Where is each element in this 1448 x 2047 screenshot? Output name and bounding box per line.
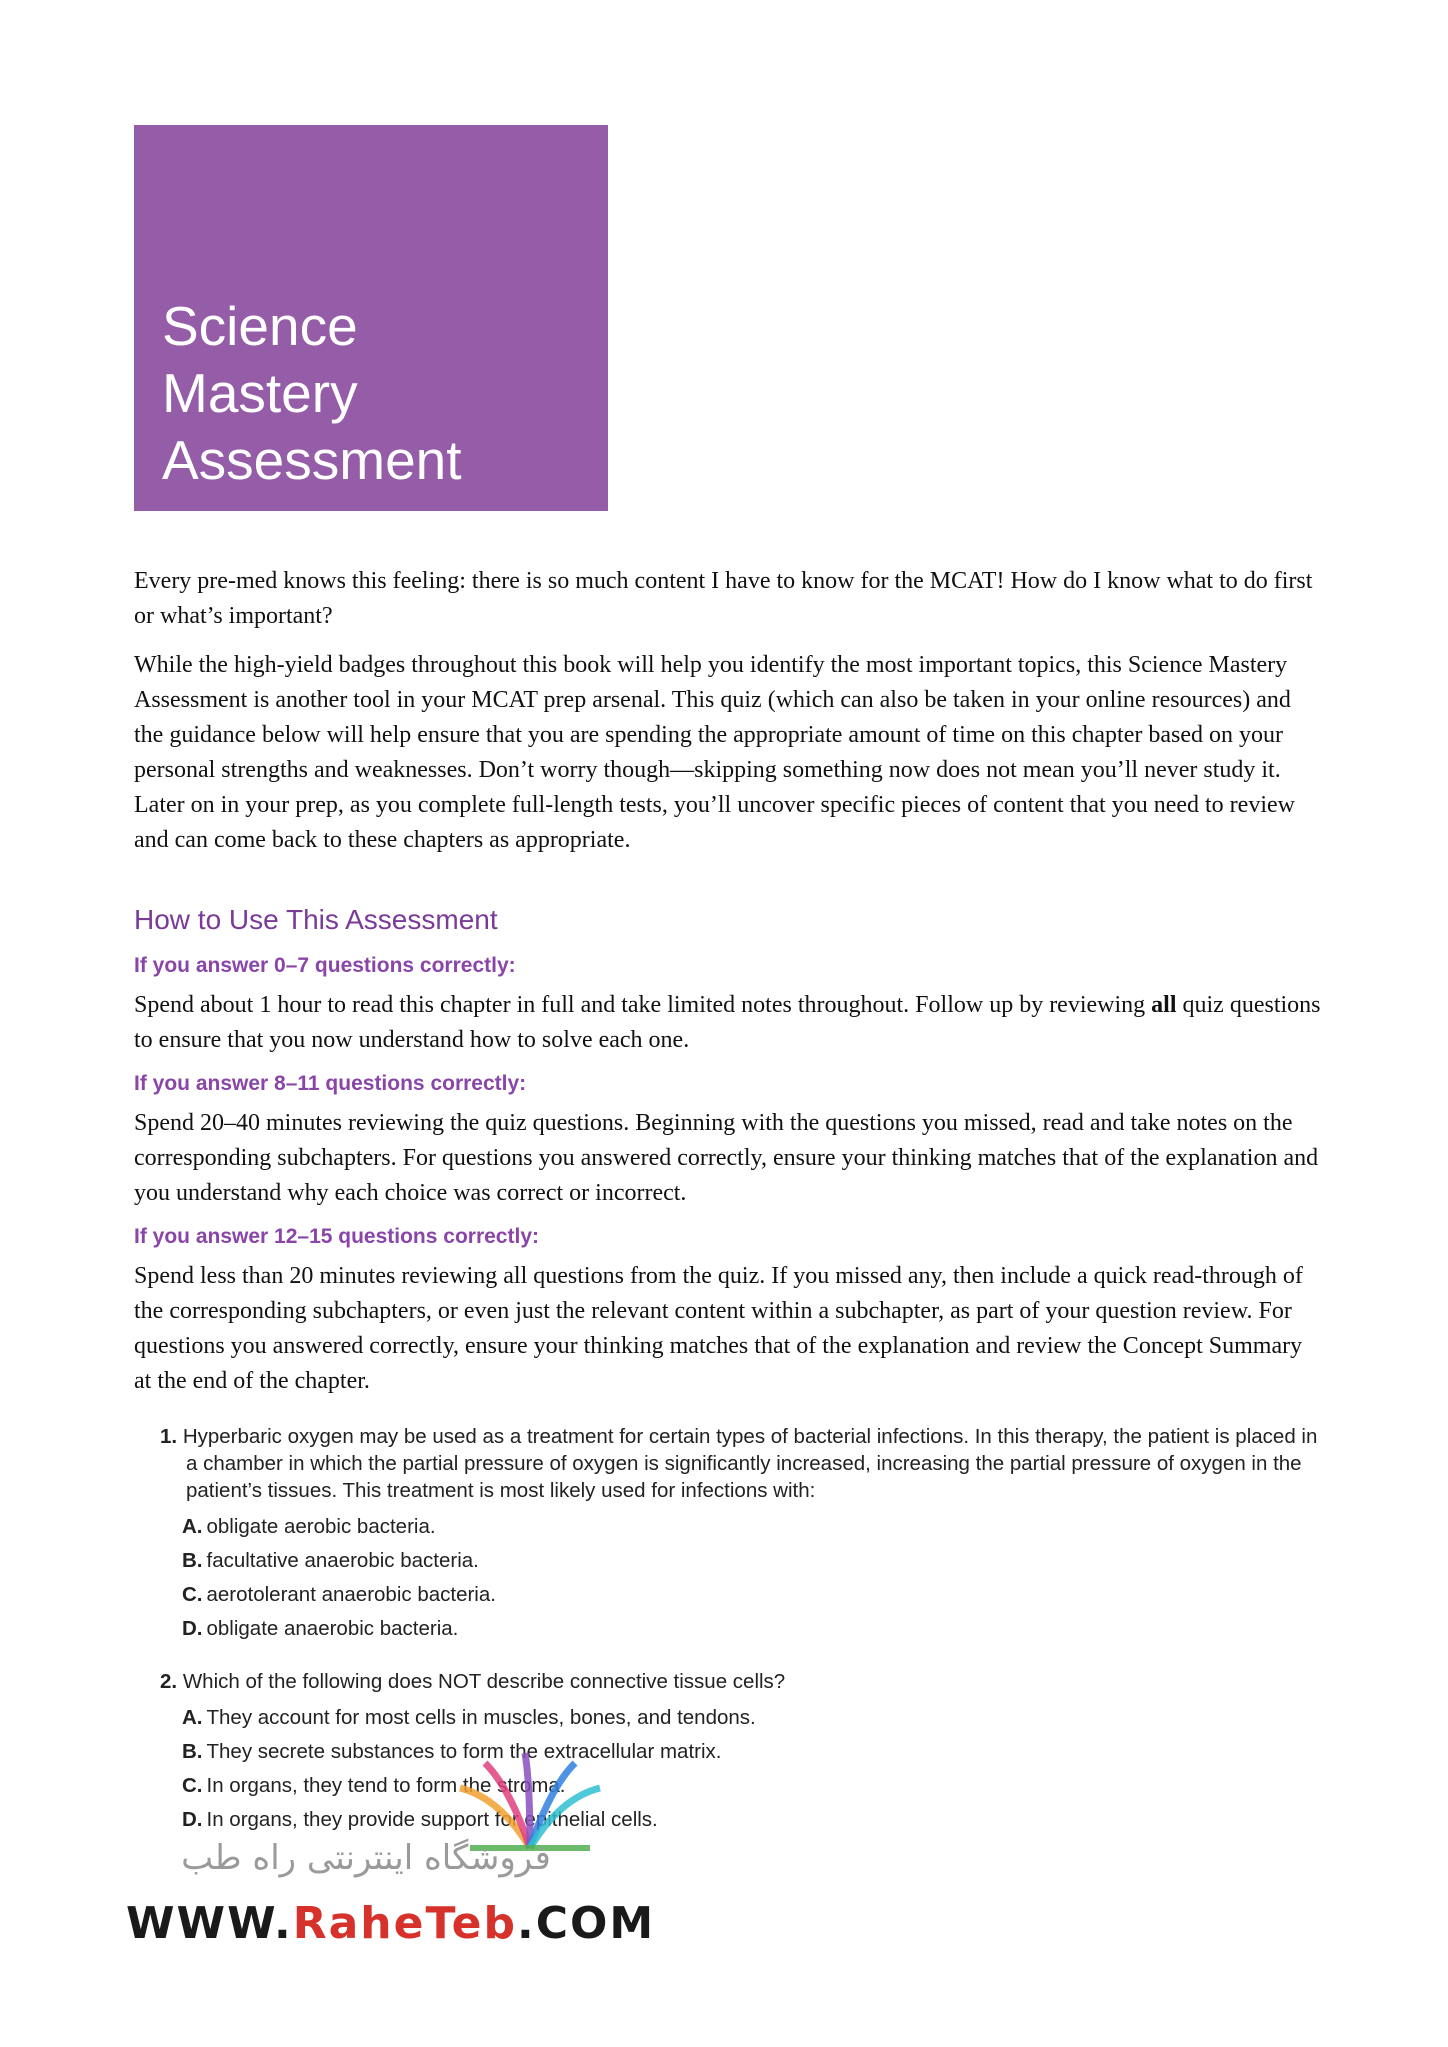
question-1-text: Hyperbaric oxygen may be used as a treatment for certain types of bacterial infections. In this therapy, the patient is placed in a chamber in which the partial pressure of oxygen is significantly increased, increasing the partial pressure of oxygen in the patient’s tissues. This treatment is most likely used for infections with: <box>182 1425 1318 1502</box>
option-text: obligate aerobic bacteria. <box>206 1515 436 1538</box>
chapter-title-line-3: Assessment <box>162 429 462 491</box>
tier-1-text-start: Spend about 1 hour to read this chapter in full and take limited notes throughout. Follow up by reviewing <box>134 992 1152 1018</box>
option-text: In organs, they provide support for epithelial cells. <box>206 1808 658 1831</box>
tier-1-heading: If you answer 0–7 questions correctly: <box>134 954 516 977</box>
option-letter: C. <box>182 1774 203 1797</box>
question-2-number: 2. <box>160 1670 178 1693</box>
watermark-url-prefix: WWW. <box>126 1898 293 1949</box>
question-1-stem <box>160 1423 1324 1504</box>
chapter-title-line-2: Mastery <box>162 362 358 424</box>
question-2-option-b[interactable] <box>182 1735 1324 1769</box>
question-2-stem <box>160 1668 1324 1695</box>
option-letter: A. <box>182 1706 203 1729</box>
option-letter: D. <box>182 1808 203 1831</box>
chapter-title-line-1: Science <box>162 295 358 357</box>
tier-3-text: Spend less than 20 minutes reviewing all questions from the quiz. If you missed any, then include a quick read-through of the corresponding subchapters, or even just the relevant content within a subchapter, as part of your question review. For questions you answered correctly, ensure your thinking matches that of the explanation and review the Concept Summary at the end of the chapter. <box>134 1263 1303 1394</box>
option-text: aerotolerant anaerobic bacteria. <box>206 1583 496 1606</box>
option-text: In organs, they tend to form the stroma. <box>206 1774 566 1797</box>
watermark-url <box>126 1898 655 1949</box>
question-list <box>134 1423 1324 1837</box>
question-2 <box>160 1668 1324 1837</box>
question-2-option-c[interactable] <box>182 1769 1324 1803</box>
chapter-title-box <box>134 125 608 511</box>
watermark-persian-text: فروشگاه اینترنتی راه طب <box>181 1838 551 1878</box>
tier-2-text: Spend 20–40 minutes reviewing the quiz questions. Beginning with the questions you missed, read and take notes on the corresponding subchapters. For questions you answered correctly, ensure your thinking matches that of the explanation and you understand why each choice was correct or incorrect. <box>134 1110 1319 1206</box>
tier-2-heading: If you answer 8–11 questions correctly: <box>134 1072 527 1095</box>
question-2-text: Which of the following does NOT describe connective tissue cells? <box>182 1670 786 1693</box>
tier-1-text <box>134 988 1324 1058</box>
option-letter: D. <box>182 1617 203 1640</box>
tier-3-heading: If you answer 12–15 questions correctly: <box>134 1225 539 1248</box>
question-1-option-a[interactable] <box>182 1510 1324 1544</box>
intro-paragraph-2: While the high-yield badges throughout this book will help you identify the most important topics, this Science Mastery Assessment is another tool in your MCAT prep arsenal. This quiz (which can also be taken in your online resources) and the guidance below will help ensure that you are spending the appropriate amount of time on this chapter based on your personal strengths and weaknesses. Don’t worry though—skipping something now does not mean you’ll never study it. Later on in your prep, as you complete full-length tests, you’ll uncover specific pieces of content that you need to review and can come back to these chapters as appropriate. <box>134 652 1295 853</box>
question-2-option-a[interactable] <box>182 1701 1324 1735</box>
option-text: obligate anaerobic bacteria. <box>206 1617 459 1640</box>
question-1-number: 1. <box>160 1425 178 1448</box>
how-to-heading: How to Use This Assessment <box>134 904 498 935</box>
question-1-options <box>160 1510 1324 1646</box>
question-1-option-b[interactable] <box>182 1544 1324 1578</box>
option-letter: B. <box>182 1740 203 1763</box>
question-1-option-c[interactable] <box>182 1578 1324 1612</box>
question-1 <box>160 1423 1324 1646</box>
watermark-url-brand: RaheTeb <box>292 1898 517 1949</box>
option-letter: A. <box>182 1515 203 1538</box>
watermark <box>126 1838 656 1949</box>
question-1-option-d[interactable] <box>182 1612 1324 1646</box>
watermark-url-suffix: .COM <box>516 1898 656 1949</box>
option-text: They secrete substances to form the extracellular matrix. <box>206 1740 722 1763</box>
page-content <box>134 564 1324 1859</box>
question-2-options <box>160 1701 1324 1837</box>
option-text: They account for most cells in muscles, bones, and tendons. <box>206 1706 756 1729</box>
option-letter: B. <box>182 1549 203 1572</box>
tier-1-text-end: quiz questions to ensure that you now understand how to solve each one. <box>134 992 1321 1053</box>
question-2-option-d[interactable] <box>182 1803 1324 1837</box>
intro-paragraph-1: Every pre-med knows this feeling: there is so much content I have to know for the MCAT! How do I know what to do first or what’s important? <box>134 568 1313 629</box>
option-letter: C. <box>182 1583 203 1606</box>
tier-1-text-emphasis: all <box>1151 992 1177 1018</box>
chapter-title <box>162 293 608 494</box>
option-text: facultative anaerobic bacteria. <box>206 1549 479 1572</box>
